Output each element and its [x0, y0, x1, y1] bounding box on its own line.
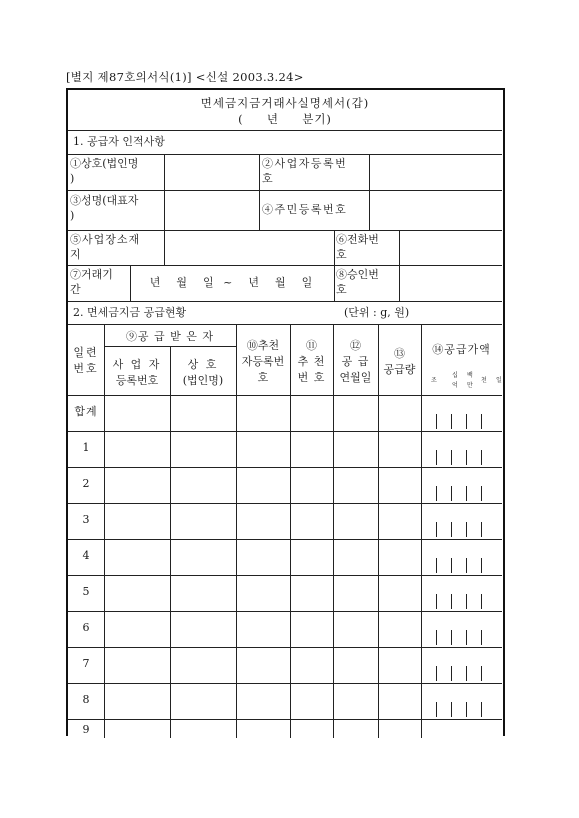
col-recipient-name-label-cont: (법인명) — [182, 374, 224, 387]
row-number: 2 — [82, 477, 90, 490]
amount-unit-cheon: 천 — [481, 377, 487, 384]
col-supply-date-label-cont: 연월일 — [339, 371, 372, 384]
col-recipient-label: ⑨공 급 받 은 자 — [125, 330, 215, 343]
row-number: 6 — [82, 621, 90, 634]
statement-form — [66, 88, 505, 736]
col-serial-label-cont: 번호 — [73, 362, 99, 375]
form-period-subtitle: ( 년 분기) — [238, 112, 332, 126]
section1-heading: 1. 공급자 인적사항 — [73, 135, 165, 148]
col-referrer-biz-label-cont: 자등록번 — [241, 355, 285, 368]
amount-unit-man: 만 — [467, 382, 473, 389]
address-field[interactable] — [165, 231, 333, 264]
col-amount-label: ⑭공급가액 — [432, 343, 491, 356]
approval-label-cont: 호 — [336, 283, 347, 296]
col-quantity-label: 공급량 — [383, 363, 416, 376]
resident-no-label: ④주민등록번호 — [262, 203, 348, 216]
col-supply-date-number: ⑫ — [350, 339, 361, 352]
amount-unit-baek: 백 — [467, 372, 473, 379]
approval-label: ⑧승인번 — [336, 268, 379, 281]
trade-name-field[interactable] — [165, 155, 258, 189]
col-quantity-number: ⑬ — [394, 347, 405, 360]
biz-reg-label: ②사업자등록번 — [262, 157, 348, 170]
rep-name-label: ③성명(대표자 — [70, 194, 139, 207]
row-number: 5 — [82, 585, 90, 598]
row-number: 9 — [82, 723, 90, 736]
col-recipient-biz-label-cont: 등록번호 — [115, 374, 159, 387]
rep-name-field[interactable] — [165, 191, 258, 229]
address-label: ⑤사업장소재 — [70, 233, 141, 246]
form-number-note: [별지 제87호의서식(1)] <신설 2003.3.24> — [66, 70, 304, 84]
period-value: 년 월 일 ~ 년 월 일 — [149, 276, 316, 289]
col-serial-label: 일련 — [73, 346, 99, 359]
row-number: 1 — [82, 441, 90, 454]
col-referral-no-label: 추 천 — [297, 355, 326, 368]
col-referral-no-label-cont: 번 호 — [297, 371, 326, 384]
col-supply-date-label: 공 급 — [341, 355, 370, 368]
form-title: 면세금지금거래사실명세서(갑) — [200, 96, 370, 110]
trade-name-label-cont: ) — [70, 172, 75, 185]
resident-no-field[interactable] — [370, 191, 502, 229]
unit-note: (단위 : g, 원) — [344, 306, 410, 319]
period-label-cont: 간 — [70, 283, 81, 296]
phone-label-cont: 호 — [336, 248, 347, 261]
amount-unit-il: 일 — [496, 377, 502, 384]
col-referrer-biz-label: ⑩추천 — [246, 339, 280, 352]
col-recipient-name-label: 상 호 — [187, 358, 219, 371]
row-number: 8 — [82, 693, 90, 706]
col-referrer-biz-label-end: 호 — [257, 371, 269, 384]
col-referral-no-number: ⑪ — [306, 339, 317, 352]
rep-name-label-cont: ) — [70, 209, 75, 222]
trade-name-label: ①상호(법인명 — [70, 157, 139, 170]
row-number: 7 — [82, 657, 90, 670]
biz-reg-label-cont: 호 — [262, 172, 273, 185]
approval-field[interactable] — [400, 266, 502, 300]
row-number: 4 — [82, 549, 90, 562]
amount-unit-eok: 억 — [452, 382, 458, 389]
section2-heading: 2. 면세금지금 공급현황 — [73, 306, 187, 319]
period-label: ⑦거래기 — [70, 268, 113, 281]
amount-unit-sip: 십 — [452, 372, 458, 379]
total-row-label: 합계 — [74, 405, 98, 418]
row-number: 3 — [82, 513, 90, 526]
phone-field[interactable] — [400, 231, 502, 264]
amount-unit-jo: 조 — [431, 377, 437, 384]
address-label-cont: 지 — [70, 248, 81, 261]
phone-label: ⑥전화번 — [336, 233, 379, 246]
col-recipient-biz-label: 사 업 자 — [112, 358, 162, 371]
biz-reg-field[interactable] — [370, 155, 502, 189]
